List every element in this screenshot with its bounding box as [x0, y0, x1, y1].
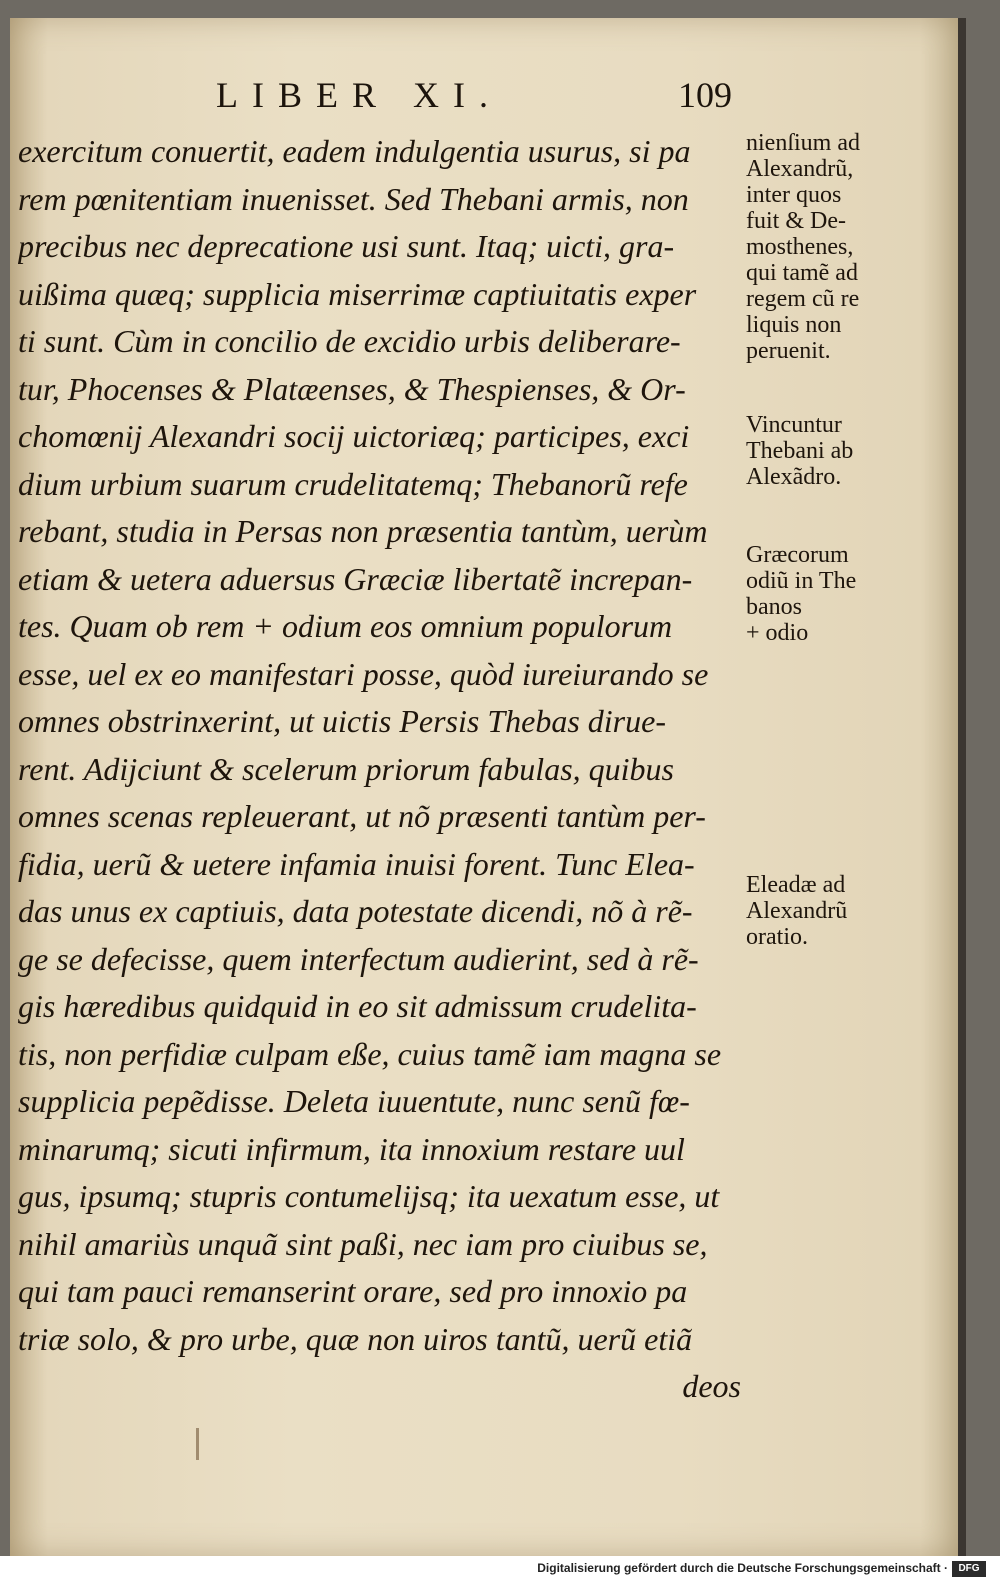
margin-note-line: Vincuntur — [746, 412, 842, 438]
margin-note-line: banos — [746, 594, 802, 620]
text-line: uißima quæq; supplicia miserrimæ captiuitatis exper — [18, 275, 697, 312]
margin-note — [746, 412, 916, 490]
margin-note-line: fuit & De- — [746, 208, 846, 234]
funding-credit: Digitalisierung gefördert durch die Deutsche Forschungsgemeinschaft · — [537, 1561, 948, 1575]
digitization-footer — [0, 1556, 1000, 1584]
margin-note-line: liquis non — [746, 312, 842, 338]
page-number: 109 — [678, 75, 732, 115]
text-line: exercitum conuertit, eadem indulgentia usurus, si pa — [18, 133, 691, 169]
text-line: tis, non perfidiæ culpam eße, cuius tamẽ iam magna se — [18, 1035, 722, 1072]
dfg-logo: DFG — [952, 1561, 986, 1577]
text-line: supplicia pepẽdisse. Deleta iuuentute, nunc senũ fœ- — [18, 1083, 690, 1119]
catchword: deos — [682, 1368, 741, 1404]
text-line: dium urbium suarum crudelitatemq; Thebanorũ refe — [18, 465, 688, 502]
text-line: qui tam pauci remanserint orare, sed pro innoxio pa — [18, 1273, 688, 1309]
text-line: gus, ipsumq; stupris contumelijsq; ita uexatum esse, ut — [18, 1178, 720, 1214]
margin-note-line: + odio — [746, 620, 809, 646]
main-text-block — [18, 128, 743, 1411]
margin-note-line: odiũ in The — [746, 568, 857, 594]
text-line: fidia, uerũ & uetere infamia inuisi forent. Tunc Elea- — [18, 845, 695, 882]
margin-note — [746, 542, 916, 646]
text-line: rent. Adijciunt & scelerum priorum fabulas, quibus — [18, 750, 674, 787]
text-line: ti sunt. Cùm in concilio de excidio urbis deliberare- — [18, 323, 681, 359]
text-line: ge se defecisse, quem interfectum audierint, sed à rẽ- — [18, 940, 699, 977]
margin-note — [746, 130, 916, 364]
text-line: das unus ex captiuis, data potestate dicendi, nõ à rẽ- — [18, 893, 693, 929]
text-line: rem pœnitentiam inuenisset. Sed Thebani armis, non — [18, 180, 689, 217]
margin-note-line: inter quos — [746, 182, 842, 208]
text-line: precibus nec deprecatione usi sunt. Itaq; uicti, gra- — [18, 228, 675, 264]
text-line: tur, Phocenses & Platæenses, & Thespienses, & Or- — [18, 370, 686, 407]
text-line: minarumq; sicuti infirmum, ita innoxium restare uul — [18, 1130, 685, 1167]
page-header — [200, 74, 760, 124]
margin-note-line: mosthenes, — [746, 234, 854, 260]
margin-note-line: Eleadæ ad — [746, 872, 846, 898]
margin-note-line: peruenit. — [746, 338, 831, 364]
margin-note-line: qui tamẽ ad — [746, 260, 858, 286]
text-line: omnes scenas repleuerant, ut nõ præsenti tantùm per- — [18, 798, 706, 834]
margin-note-line: Græcorum — [746, 542, 849, 568]
margin-note-line: Alexãdro. — [746, 464, 842, 490]
margin-note-line: Thebani ab — [746, 438, 854, 464]
ink-blot — [196, 1428, 209, 1460]
text-line: esse, uel ex eo manifestari posse, quòd iureiurando se — [18, 655, 709, 692]
margin-note-line: Alexandrũ — [746, 898, 848, 924]
margin-note-line: regem cũ re — [746, 286, 860, 312]
text-line: etiam & uetera aduersus Græciæ libertatẽ increpan- — [18, 560, 693, 597]
text-line: gis hæredibus quidquid in eo sit admissum crudelita- — [18, 988, 697, 1024]
text-line: omnes obstrinxerint, ut uictis Persis Thebas dirue- — [18, 703, 666, 739]
page-edge-shadow — [958, 18, 966, 1556]
text-line: chomœnij Alexandri socij uictoriæq; participes, exci — [18, 418, 690, 454]
text-line: nihil amariùs unquã sint paßi, nec iam pro ciuibus se, — [18, 1225, 708, 1262]
margin-note-line: nienſium ad — [746, 130, 860, 156]
margin-note — [746, 872, 916, 950]
text-line: rebant, studia in Persas non præsentia tantùm, uerùm — [18, 513, 708, 549]
margin-note-line: Alexandrũ, — [746, 156, 854, 182]
running-head: LIBER XI. — [216, 75, 502, 115]
text-line: triæ solo, & pro urbe, quæ non uiros tantũ, uerũ etiã — [18, 1320, 693, 1357]
margin-note-line: oratio. — [746, 924, 808, 950]
text-line: tes. Quam ob rem + odium eos omnium populorum — [18, 608, 673, 644]
